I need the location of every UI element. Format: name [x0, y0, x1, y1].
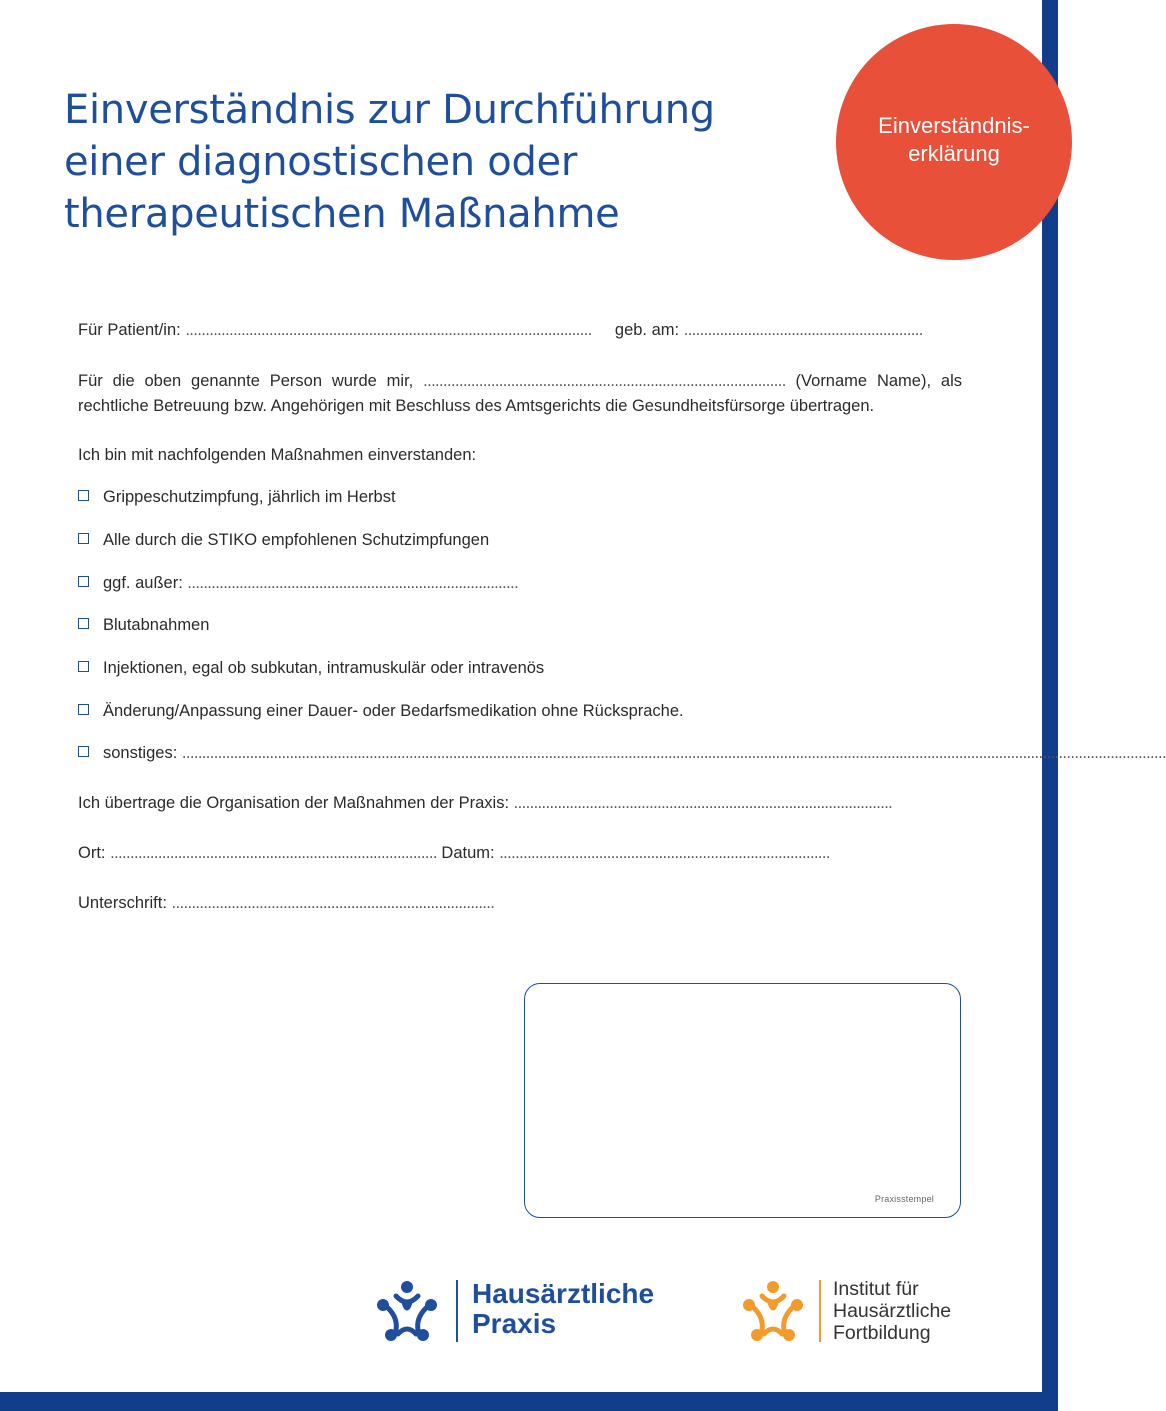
signature-row	[78, 893, 494, 913]
intro-text-2: (Vorname Name), als rechtliche Betreuung bzw. Angehörigen mit Beschluss des Amtsgerichts die Gesundheitsfürsorge übertragen.	[78, 372, 962, 415]
checkbox[interactable]	[78, 661, 89, 672]
patient-name-field[interactable]: ......................................................................................................	[185, 321, 592, 339]
option-medication-change	[78, 701, 684, 721]
institut-logo-line-1: Institut für	[833, 1278, 919, 1300]
intro-text-1: Für die oben genannte Person wurde mir,	[78, 372, 414, 390]
institut-people-icon	[740, 1278, 806, 1344]
praxis-logo-line-2: Praxis	[472, 1308, 557, 1339]
organisation-label: Ich übertrage die Organisation der Maßnahmen der Praxis:	[78, 794, 510, 812]
page-title	[64, 84, 804, 240]
institut-logo-text	[833, 1278, 951, 1344]
intro-paragraph	[78, 369, 962, 419]
logo-divider	[819, 1280, 821, 1342]
option-blood-draws	[78, 615, 209, 635]
checkbox[interactable]	[78, 746, 89, 757]
option-label: Grippeschutzimpfung, jährlich im Herbst	[103, 488, 396, 506]
checkbox[interactable]	[78, 533, 89, 544]
title-line-3: therapeutischen Maßnahme	[64, 191, 620, 237]
option-except	[78, 573, 518, 593]
date-label: Datum:	[441, 844, 495, 862]
date-field[interactable]: ...................................................................................	[499, 844, 830, 862]
option-label: Injektionen, egal ob subkutan, intramuskulär oder intravenös	[103, 659, 545, 677]
organisation-row	[78, 793, 892, 813]
institut-logo-line-2: Hausärztliche	[833, 1300, 952, 1322]
option-flu-vaccination	[78, 487, 396, 507]
praxis-logo-line-1: Hausärztliche	[472, 1278, 655, 1309]
praxis-people-icon	[374, 1278, 440, 1344]
other-field[interactable]: .......................................................................................................................................................................................................................................................	[181, 744, 1166, 762]
badge-line-1: Einverständnis-	[878, 113, 1030, 138]
dob-field[interactable]: ............................................................	[683, 321, 923, 339]
place-label: Ort:	[78, 844, 106, 862]
badge-line-2: erklärung	[908, 141, 1000, 166]
except-field[interactable]: ...................................................................................	[187, 574, 519, 592]
practice-stamp-box	[524, 983, 961, 1218]
practice-field[interactable]: ...............................................................................................	[513, 794, 893, 812]
praxis-logo-text	[472, 1279, 654, 1339]
place-field[interactable]: ..................................................................................	[110, 844, 437, 862]
option-stiko-vaccinations	[78, 530, 489, 550]
form-type-badge	[836, 24, 1072, 260]
institut-logo	[740, 1278, 970, 1344]
option-label: Blutabnahmen	[103, 616, 210, 634]
option-label: Änderung/Anpassung einer Dauer- oder Bedarfsmedikation ohne Rücksprache.	[103, 702, 684, 720]
option-label: Alle durch die STIKO empfohlenen Schutzimpfungen	[103, 531, 490, 549]
dob-label: geb. am:	[614, 321, 680, 339]
checkbox[interactable]	[78, 618, 89, 629]
bottom-edge-bar	[0, 1392, 1058, 1411]
hausaerztliche-praxis-logo	[374, 1278, 694, 1344]
patient-label: Für Patient/in:	[78, 321, 181, 339]
place-date-row	[78, 843, 830, 863]
checkbox[interactable]	[78, 490, 89, 501]
option-injections	[78, 658, 544, 678]
option-other	[78, 743, 1166, 763]
checkbox[interactable]	[78, 704, 89, 715]
consent-heading: Ich bin mit nachfolgenden Maßnahmen einverstanden:	[78, 446, 477, 464]
signature-label: Unterschrift:	[78, 894, 167, 912]
patient-row	[78, 320, 923, 340]
institut-logo-line-3: Fortbildung	[833, 1322, 931, 1344]
logo-divider	[456, 1280, 458, 1342]
stamp-label: Praxisstempel	[874, 1194, 934, 1204]
guardian-name-field[interactable]: ...........................................................................................	[423, 372, 786, 390]
badge-text	[836, 112, 1072, 168]
option-label: sonstiges:	[103, 744, 178, 762]
title-line-2: einer diagnostischen oder	[64, 139, 577, 185]
checkbox[interactable]	[78, 576, 89, 587]
option-label: ggf. außer:	[103, 574, 183, 592]
title-line-1: Einverständnis zur Durchführung	[64, 87, 715, 133]
signature-field[interactable]: .................................................................................	[171, 894, 495, 912]
